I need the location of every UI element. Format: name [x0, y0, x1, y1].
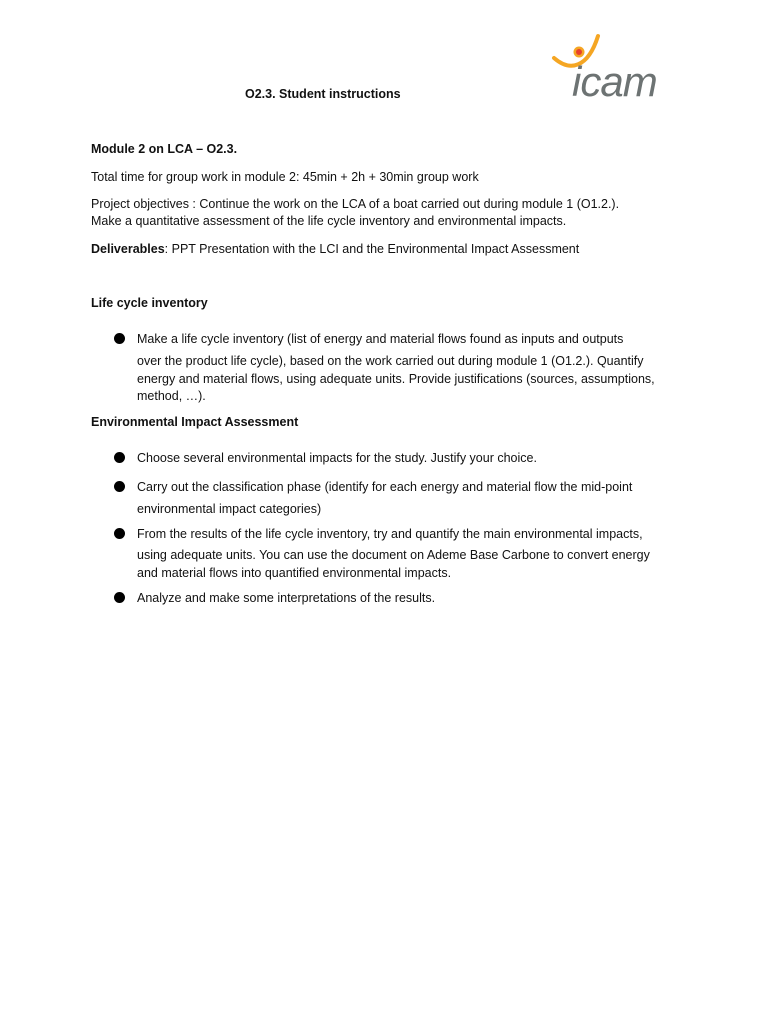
- list-item-text: [137, 479, 682, 519]
- text-line: over the product life cycle), based on the work carried out during module 1 (O1.2.). Quantify: [137, 354, 644, 368]
- text-line: method, …).: [137, 389, 206, 403]
- list-item-text: [137, 590, 682, 608]
- text-line: From the results of the life cycle inventory, try and quantify the main environmental impacts,: [137, 527, 643, 541]
- text-line: environmental impact categories): [137, 502, 322, 516]
- icam-logo: [548, 30, 680, 102]
- text-line: Carry out the classification phase (identify for each energy and material flow the mid-point: [137, 480, 633, 494]
- total-time-text: Total time for group work in module 2: 45min + 2h + 30min group work: [91, 170, 479, 184]
- section-heading-lci: Life cycle inventory: [91, 296, 208, 310]
- text-line: Analyze and make some interpretations of the results.: [137, 591, 436, 605]
- objectives-line-1: Project objectives : Continue the work on the LCA of a boat carried out during module 1 (O1.2.).: [91, 197, 620, 211]
- bullet-icon: [114, 481, 125, 492]
- document-title: O2.3. Student instructions: [245, 87, 401, 101]
- list-item-text: [137, 526, 682, 582]
- deliverables-line: [91, 241, 691, 258]
- module-heading: Module 2 on LCA – O2.3.: [91, 142, 238, 156]
- list-item-text: [137, 331, 682, 406]
- text-line: energy and material flows, using adequate units. Provide justifications (sources, assumptions,: [137, 371, 655, 386]
- logo-text: icam: [572, 58, 657, 102]
- text-line: and material flows into quantified environmental impacts.: [137, 565, 452, 580]
- deliverables-text: : PPT Presentation with the LCI and the Environmental Impact Assessment: [164, 242, 580, 256]
- bullet-icon: [114, 333, 125, 344]
- section-heading-eia: Environmental Impact Assessment: [91, 415, 299, 429]
- text-line: Make a life cycle inventory (list of energy and material flows found as inputs and outputs: [137, 332, 624, 346]
- text-line: using adequate units. You can use the document on Ademe Base Carbone to convert energy: [137, 548, 650, 562]
- bullet-icon: [114, 528, 125, 539]
- bullet-icon: [114, 452, 125, 463]
- list-item-text: [137, 450, 682, 468]
- deliverables-label: Deliverables: [91, 242, 165, 256]
- objectives-line-2: Make a quantitative assessment of the life cycle inventory and environmental impacts.: [91, 214, 567, 228]
- text-line: Choose several environmental impacts for the study. Justify your choice.: [137, 451, 537, 465]
- bullet-icon: [114, 592, 125, 603]
